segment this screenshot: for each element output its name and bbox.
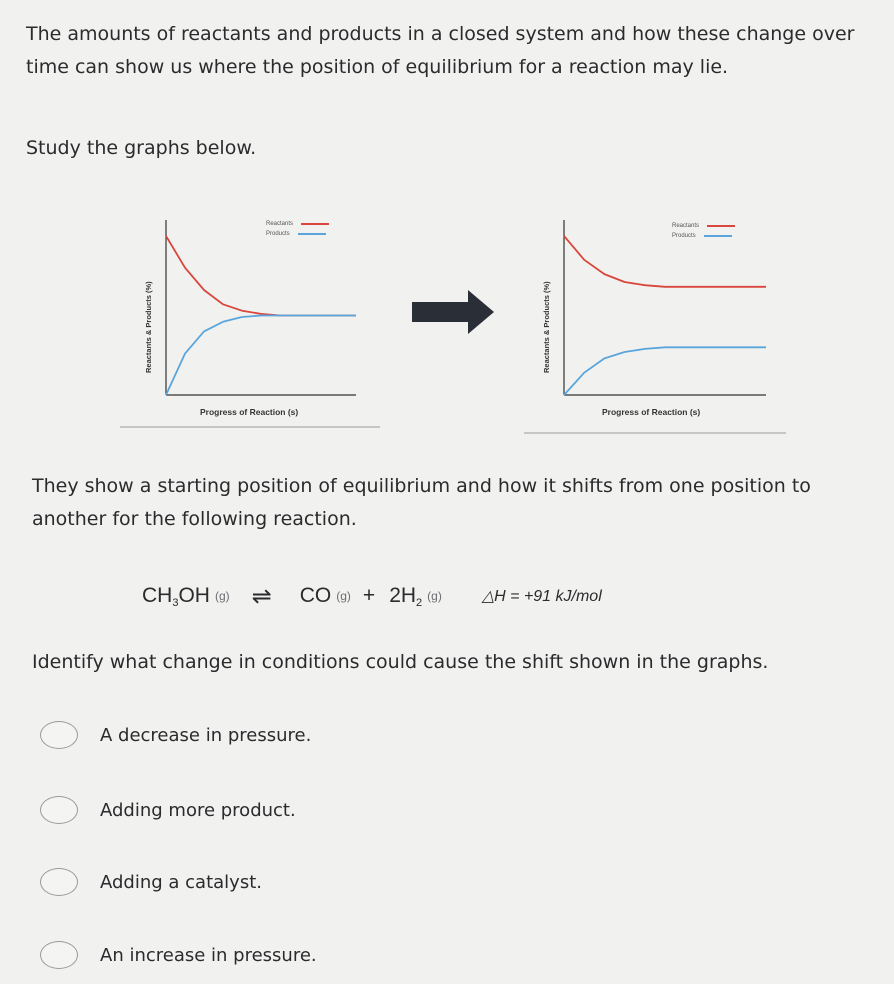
product1-state: (g) [336,589,351,603]
graph-shifted-svg [520,205,800,440]
graph-initial-legend [266,219,329,239]
graph-initial-lines [166,236,356,395]
graph-initial-y-label: Reactants & Products (%) [144,281,153,373]
answer-option[interactable] [40,935,317,975]
reaction-equation [142,578,602,614]
graph-initial-equilibrium [110,205,390,440]
answer-option[interactable] [40,790,296,830]
series-line-reactants [564,236,766,287]
intro-text: The amounts of reactants and products in a closed system and how these change over time can show us where the position of equilibrium for a reaction may lie. [26,23,855,78]
legend-reactants-label: Reactants [672,223,700,229]
equilibrium-arrow-icon: ⇌ [251,582,272,610]
plus-sign: + [362,584,376,607]
study-prompt: Study the graphs below. [26,137,257,159]
radio-button[interactable] [40,796,78,824]
graph-shifted-lines [564,236,766,395]
product2-formula: $2H_2$ [389,583,423,609]
legend-products-swatch [704,235,732,237]
legend-products-label: Products [672,233,696,239]
graph-initial-axes [120,220,380,427]
legend-products-label: Products [266,231,290,237]
reactant-formula: $CH_3OH$ [142,583,210,609]
answer-label: A decrease in pressure. [100,724,312,746]
graph-shifted-legend [672,221,735,241]
answer-label: An increase in pressure. [100,944,317,966]
answer-label: Adding more product. [100,799,296,821]
radio-button[interactable] [40,941,78,969]
radio-button[interactable] [40,721,78,749]
answer-option[interactable] [40,862,262,902]
graph-shifted-equilibrium [520,205,800,440]
reactant-state: (g) [214,589,230,603]
answer-label: Adding a catalyst. [100,871,262,893]
question-text: Identify what change in conditions could cause the shift shown in the graphs. [32,651,769,673]
series-line-products [166,316,356,396]
legend-reactants-swatch [707,225,735,227]
product2-state: (g) [427,589,442,603]
graph-shifted-y-label: Reactants & Products (%) [542,281,551,373]
shift-arrow-icon [412,290,494,334]
radio-button[interactable] [40,868,78,896]
graph-shifted-axes [524,220,786,433]
description-text: They show a starting position of equilibrium and how it shifts from one position to another for the following reaction. [32,475,811,530]
series-line-reactants [166,236,356,316]
legend-reactants-label: Reactants [266,221,294,227]
enthalpy-change: △H = +91 kJ/mol [481,588,602,605]
legend-products-swatch [298,233,326,235]
answer-option[interactable] [40,715,311,755]
legend-reactants-swatch [301,223,329,225]
product1-formula: CO [299,584,332,607]
graph-shifted-x-label: Progress of Reaction (s) [602,407,701,417]
series-line-products [564,347,766,395]
graph-initial-x-label: Progress of Reaction (s) [200,407,299,417]
